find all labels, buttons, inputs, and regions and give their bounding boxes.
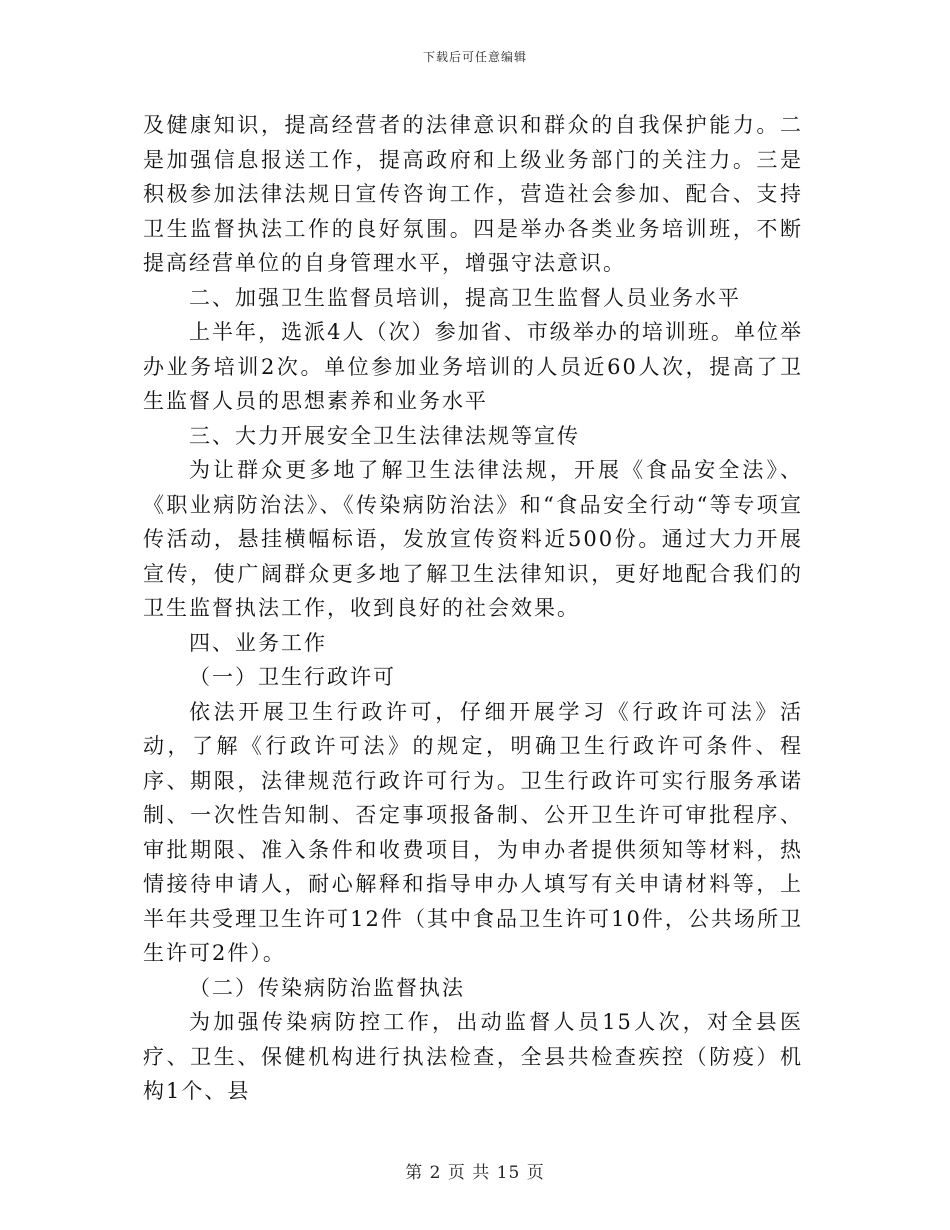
page-footer: 第 2 页 共 15 页 — [405, 1163, 545, 1183]
paragraph-intro-continued: 及健康知识，提高经营者的法律意识和群众的自我保护能力。二是加强信息报送工作，提高政府和上级业务部门的关注力。三是积极参加法律法规日宣传咨询工作，营造社会参加、配合、支持卫生监督执法工作的良好氛围。四是举办各类业务培训班，不断提高经营单位的自身管理水平，增强守法意识。 — [143, 113, 803, 275]
page-header: 下载后可任意编辑 — [422, 50, 527, 64]
section-heading-publicity: 三、大力开展安全卫生法律法规等宣传 — [189, 423, 580, 448]
subsection-heading-epidemic: （二）传染病防治监督执法 — [189, 975, 465, 1000]
paragraph-training: 上半年，选派4人（次）参加省、市级举办的培训班。单位举办业务培训2次。单位参加业务培训的人员近60人次，提高了卫生监督人员的思想素养和业务水平 — [143, 320, 803, 413]
paragraph-publicity: 为让群众更多地了解卫生法律法规，开展《食品安全法》、《职业病防治法》、《传染病防治法》和“食品安全行动“等专项宣传活动，悬挂横幅标语，发放宣传资料近500份。通过大力开展宣传，使广阔群众更多地了解卫生法律知识，更好地配合我们的卫生监督执法工作，收到良好的社会效果。 — [143, 458, 803, 620]
section-heading-business: 四、业务工作 — [189, 630, 327, 655]
document-body — [143, 108, 803, 1109]
paragraph-epidemic: 为加强传染病防控工作，出动监督人员15人次，对全县医疗、卫生、保健机构进行执法检查，全县共检查疾控（防疫）机构1个、县 — [143, 1010, 803, 1103]
section-heading-training: 二、加强卫生监督员培训，提高卫生监督人员业务水平 — [189, 285, 741, 310]
subsection-heading-licensing: （一）卫生行政许可 — [189, 665, 396, 689]
paragraph-licensing: 依法开展卫生行政许可，仔细开展学习《行政许可法》活动，了解《行政许可法》的规定，明确卫生行政许可条件、程序、期限，法律规范行政许可行为。卫生行政许可实行服务承诺制、一次性告知制、否定事项报备制、公开卫生许可审批程序、审批期限、准入条件和收费项目，为申办者提供须知等材料，热情接待申请人，耐心解释和指导申办人填写有关申请材料等，上半年共受理卫生许可12件（其中食品卫生许可10件，公共场所卫生许可2件）。 — [143, 699, 803, 965]
